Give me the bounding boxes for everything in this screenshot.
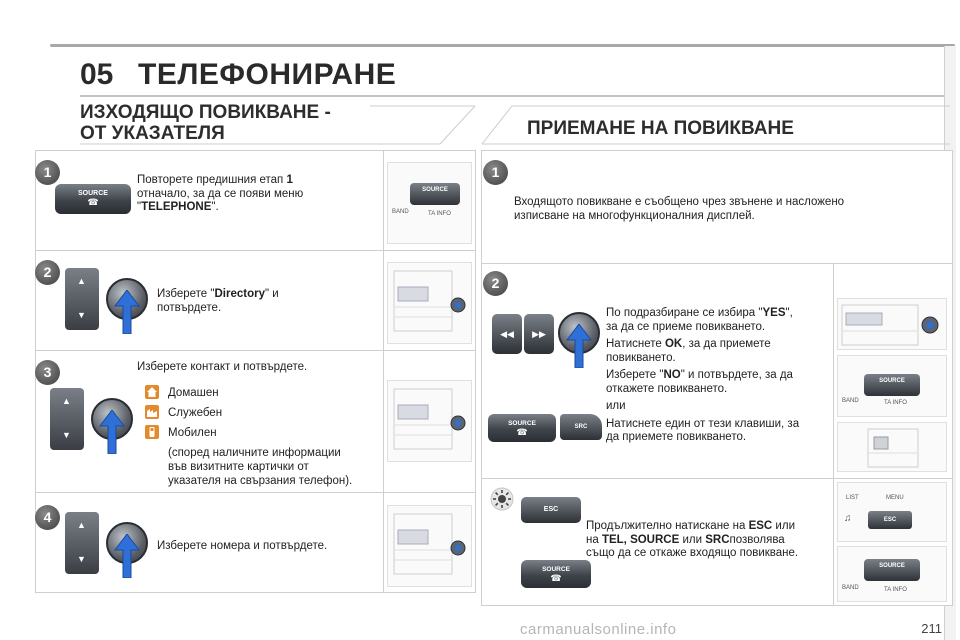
press-arrow-icon [566,324,592,368]
esc-button: ESC [521,497,581,523]
radio-panel-drawing [388,506,472,587]
steering-source-thumbnail [387,162,472,244]
thumb-band-label: BAND [392,209,409,215]
down-arrow-icon: ▼ [77,554,86,564]
page-title: ТЕЛЕФОНИРАНЕ [138,58,397,91]
radio-panel-thumbnail-3 [387,380,472,462]
radio-panel-drawing [838,299,947,350]
thumb-info-label: TA INFO [428,211,451,217]
right-step-1-text: Входящото повикване е съобщено чрез звънене и насложено изписване на многофункционалния дисплей. [514,196,845,222]
right-section-title: ПРИЕМАНЕ НА ПОВИКВАНЕ [527,118,794,139]
previous-button: ◀◀ [492,314,522,354]
left-separator-3 [35,492,476,493]
step-2-badge: 2 [35,260,60,285]
thumb-esc-key: ESC [868,511,912,529]
tip-sun-icon [490,487,514,511]
press-arrow-icon [99,410,125,454]
option-office: Служебен [168,407,223,419]
keypad-thumbnail-r2 [837,422,947,472]
thumb-band-label: BAND [842,585,859,591]
right-tip-text: Продължително натискане на ESC или на TEL, SOURCE или SRCпозволява също да се откаже входящо повикване. [586,520,799,559]
step-3-options [168,386,383,488]
left-separator-2 [35,350,476,351]
thumb-info-label: TA INFO [884,400,907,406]
home-icon [145,385,159,399]
music-note-icon: ♫ [844,513,852,524]
thumb-menu-label: MENU [886,495,904,501]
src-button: SRC [560,414,602,440]
radio-panel-drawing [388,381,472,462]
header-underline [80,95,955,97]
radio-panel-thumbnail-4 [387,505,472,587]
right-thumb-divider [833,263,834,606]
right-step-2-badge: 2 [483,271,508,296]
esc-thumbnail [837,482,947,542]
step-3-intro: Изберете контакт и потвърдете. [137,361,308,373]
thumb-info-label: TA INFO [884,587,907,593]
next-button: ▶▶ [524,314,554,354]
up-down-pad-4 [65,512,99,574]
right-step-1-badge: 1 [483,160,508,185]
header-top-line [50,44,955,47]
step-1-badge: 1 [35,160,60,185]
up-down-pad [65,268,99,330]
left-section-title: ИЗХОДЯЩО ПОВИКВАНЕ - ОТ УКАЗАТЕЛЯ [80,102,331,144]
thumb-source-key: SOURCE [410,183,460,205]
chapter-number: 05 [80,58,114,91]
step-4-badge: 4 [35,505,60,530]
up-arrow-icon: ▲ [77,520,86,530]
press-arrow-icon [114,290,140,334]
watermark: carmanualsonline.info [520,621,677,638]
down-arrow-icon: ▼ [77,310,86,320]
mobile-icon [145,425,159,439]
thumb-source-key: SOURCE [864,559,920,581]
right-separator-1 [481,263,953,264]
left-separator-1 [35,250,476,251]
left-heading-decoration [80,104,480,146]
step-1-text: Повторете предишния етап 1 отначало, за да се появи меню "TELEPHONE". [137,174,304,213]
option-note: (според наличните информации във визитните картички от указателя на свързания телефон). [168,447,353,487]
up-arrow-icon: ▲ [62,396,71,406]
page-number: 211 [921,621,942,636]
right-heading-decoration [482,104,952,146]
option-mobile: Мобилен [168,427,217,439]
right-step-2-text: По подразбиране се избира "YES", за да се приеме повикването. Натиснете OK, за да приемете повикването. Изберете "NO" и потвърдете, за да откажете повикването. или Натиснете един от тези клавиши, за да приемете повикването. [606,307,800,443]
source-button: SOURCE ☎ [55,184,131,214]
step-4-text: Изберете номера и потвърдете. [157,540,328,552]
option-home: Домашен [168,387,219,399]
radio-panel-thumbnail-2 [387,262,472,344]
step-3-badge: 3 [35,360,60,385]
thumb-band-label: BAND [842,398,859,404]
up-arrow-icon: ▲ [77,276,86,286]
source-button-tip: SOURCE ☎ [521,560,591,588]
left-thumb-divider [383,150,384,593]
up-down-pad-3 [50,388,84,450]
thumb-source-key: SOURCE [864,374,920,396]
radio-panel-drawing [388,263,472,344]
radio-panel-thumbnail-r2 [837,298,947,350]
source-button-right: SOURCE ☎ [488,414,556,442]
office-icon [145,405,159,419]
thumb-list-label: LIST [846,495,859,501]
press-arrow-icon [114,534,140,578]
step-2-text: Изберете "Directory" и потвърдете. [157,288,279,314]
down-arrow-icon: ▼ [62,430,71,440]
keypad-drawing [838,423,947,472]
steering-thumbnail-r2 [837,355,947,417]
right-separator-2 [481,478,953,479]
steering-thumbnail-tip [837,546,947,602]
